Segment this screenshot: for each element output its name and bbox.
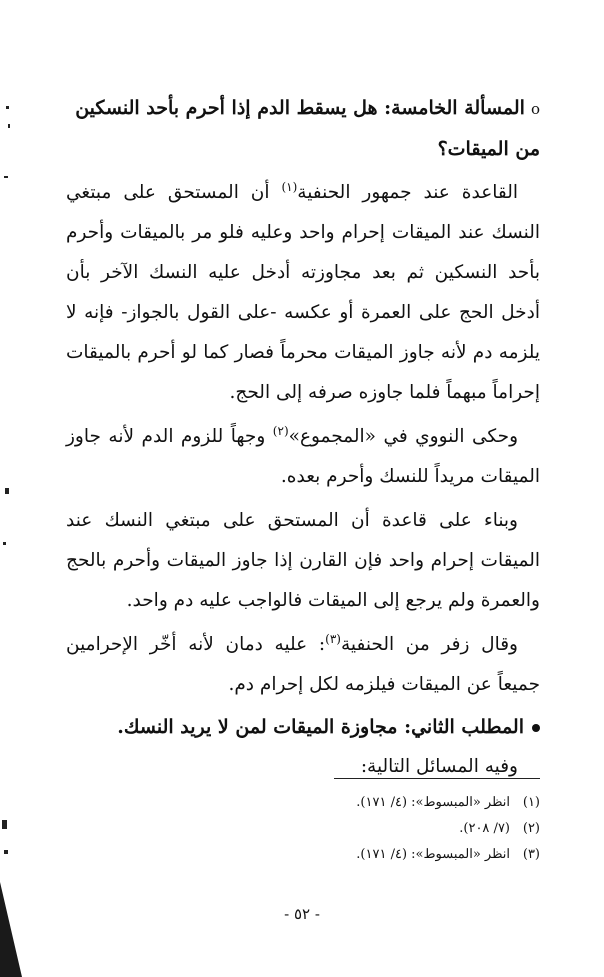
scan-speck xyxy=(3,542,6,545)
scan-speck xyxy=(4,850,8,854)
paragraph-text: : عليه دمان لأنه أخّر الإحرامين جميعاً عن الميقات فيلزمه لكل إحرام دم. xyxy=(66,634,540,695)
footnote-2 xyxy=(66,816,540,842)
footnote-number: (٣) xyxy=(522,847,540,862)
scan-speck xyxy=(6,106,9,109)
footnote-text: انظر «المبسوط»: (٤/ ١٧١). xyxy=(356,847,510,862)
paragraph-text: وقال زفر من الحنفية xyxy=(340,634,518,655)
scan-speck xyxy=(4,176,8,178)
scan-edge-shadow xyxy=(0,882,22,977)
footnote-text: انظر «المبسوط»: (٤/ ١٧١). xyxy=(356,795,510,810)
footnote-ref: (١) xyxy=(281,179,298,194)
scan-speck xyxy=(5,488,9,494)
paragraph-3 xyxy=(66,501,540,621)
scan-speck xyxy=(2,820,7,829)
paragraph-text: وحكى النووي في «المجموع» xyxy=(288,426,519,447)
subsection-heading xyxy=(66,707,540,747)
footnote-text: (٧/ ٢٠٨). xyxy=(459,821,510,836)
footnotes xyxy=(66,790,540,868)
paragraph-text: أن المستحق على مبتغي النسك عند الميقات إحرام واحد وعليه فلو مر بالميقات وأحرم بأحد النسكين ثم بعد مجاوزته أدخل عليه النسك الآخر بأن أدخل الحج على العمرة أو عكسه -على القول بالجواز- فإنه لا يلزمه دم لأنه جاوز الميقات محرماً فصار كما لو أحرم بالميقات إحراماً مبهماً فلما جاوزه صرفه إلى الحج. xyxy=(66,182,540,403)
footnote-ref: (٢) xyxy=(272,423,289,438)
subheading-text: المطلب الثاني: مجاوزة الميقات لمن لا يريد النسك. xyxy=(117,716,524,738)
paragraph-4 xyxy=(66,625,540,705)
paragraph-1 xyxy=(66,173,540,413)
paragraph-text: وبناء على قاعدة أن المستحق على مبتغي النسك عند الميقات إحرام واحد فإن القارن إذا جاوز الميقات وأحرم بالحج والعمرة ولم يرجع إلى الميقات فالواجب عليه دم واحد. xyxy=(66,510,540,611)
section-heading xyxy=(66,88,540,169)
footnote-number: (١) xyxy=(522,795,540,810)
scan-speck xyxy=(8,124,10,128)
closing-line: وفيه المسائل التالية: xyxy=(360,756,518,777)
heading-text: المسألة الخامسة: هل يسقط الدم إذا أحرم بأحد النسكين من الميقات؟ xyxy=(75,97,540,160)
bullet-icon xyxy=(532,724,540,732)
paragraph-text: وجهاً للزوم الدم لأنه جاوز الميقات مريداً للنسك وأحرم بعده. xyxy=(66,426,540,487)
footnote-1 xyxy=(66,790,540,816)
footnote-number: (٢) xyxy=(522,821,540,836)
paragraph-2 xyxy=(66,417,540,497)
footnote-divider xyxy=(334,778,540,779)
footnote-3 xyxy=(66,842,540,868)
heading-marker: o xyxy=(530,100,540,118)
footnote-ref: (٣) xyxy=(325,631,341,646)
page-number: - ٥٢ - xyxy=(284,905,320,923)
main-text xyxy=(66,88,540,787)
paragraph-text: القاعدة عند جمهور الحنفية xyxy=(297,182,519,203)
